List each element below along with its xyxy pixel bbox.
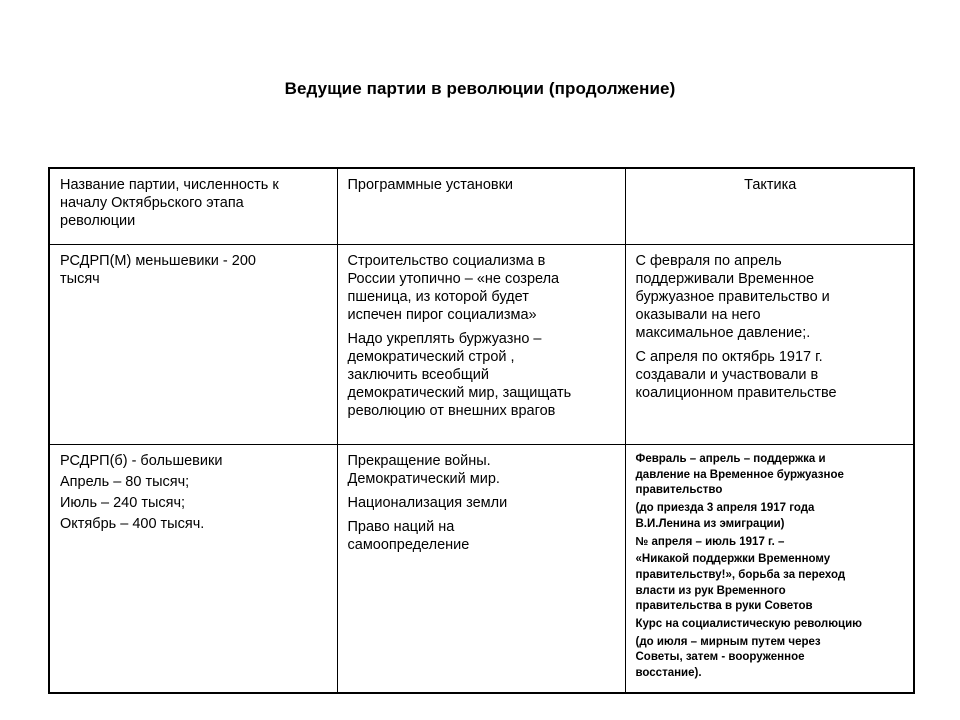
- program-line: Прекращение войны.: [347, 453, 491, 469]
- party-line: Апрель – 80 тысяч;: [60, 474, 190, 490]
- mensheviks-party-cell: [49, 245, 337, 445]
- program-line: заключить всеобщий: [347, 367, 489, 383]
- header-tactics-label: Тактика: [744, 177, 797, 193]
- tactics-line: давление на Временное буржуазное: [635, 468, 844, 481]
- tactics-line: максимальное давление;.: [635, 325, 811, 341]
- table-header-row: [49, 168, 914, 245]
- program-line: демократический строй ,: [347, 349, 515, 365]
- tactics-paragraph: [636, 552, 906, 615]
- program-line: самоопределение: [347, 537, 470, 553]
- bolsheviks-tactics-cell: [625, 445, 914, 694]
- party-line: РСДРП(б) - большевики: [60, 453, 223, 469]
- page-title: Ведущие партии в революции (продолжение): [284, 79, 676, 98]
- program-line: пшеница, из которой будет: [347, 289, 529, 305]
- table-row-mensheviks: [49, 245, 914, 445]
- tactics-line: восстание).: [635, 667, 702, 680]
- table-row-bolsheviks: [49, 445, 914, 694]
- tactics-line: правительства в руки Советов: [635, 600, 813, 613]
- program-line: Демократический мир.: [347, 471, 500, 487]
- tactics-line: власти из рук Временного: [635, 584, 786, 597]
- tactics-line: № апреля – июль 1917 г. –: [635, 535, 785, 548]
- tactics-line: Февраль – апрель – поддержка и: [635, 453, 826, 465]
- party-line: Октябрь – 400 тысяч.: [60, 516, 205, 532]
- program-paragraph: [348, 518, 617, 554]
- party-line: тысяч: [60, 271, 100, 287]
- program-line: Национализация земли: [347, 495, 508, 511]
- tactics-paragraph: [636, 452, 906, 499]
- program-line: Надо укреплять буржуазно –: [347, 331, 542, 347]
- tactics-line: С февраля по апрель: [635, 253, 782, 269]
- program-line: испечен пирог социализма»: [347, 307, 537, 323]
- tactics-line: создавали и участвовали в: [635, 367, 819, 383]
- program-line: Право наций на: [347, 519, 455, 535]
- tactics-line: коалиционном правительстве: [635, 385, 837, 401]
- mensheviks-tactics-cell: [625, 245, 914, 445]
- program-line: Строительство социализма в: [347, 253, 546, 269]
- party-line: РСДРП(М) меньшевики - 200: [60, 253, 256, 269]
- header-program-cell: [337, 168, 625, 245]
- tactics-paragraph: [636, 617, 906, 633]
- tactics-line: правительству!», борьба за переход: [635, 568, 846, 581]
- program-line: демократический мир, защищать: [347, 385, 572, 401]
- bolsheviks-program-cell: [337, 445, 625, 694]
- header-tactics-cell: [625, 168, 914, 245]
- header-program-label: Программные установки: [347, 177, 514, 193]
- tactics-line: Советы, затем - вооруженное: [635, 651, 805, 664]
- header-party-line: началу Октябрьского этапа: [60, 195, 244, 211]
- tactics-paragraph: [636, 252, 906, 342]
- parties-table: [48, 167, 915, 694]
- program-line: революцию от внешних врагов: [347, 403, 556, 419]
- tactics-paragraph: [636, 535, 906, 551]
- header-party-line: Название партии, численность к: [60, 177, 279, 193]
- tactics-line: (до приезда 3 апреля 1917 года: [635, 502, 815, 515]
- header-party-line: революции: [60, 213, 136, 229]
- program-line: России утопично – «не созрела: [347, 271, 560, 287]
- tactics-paragraph: [636, 635, 906, 682]
- program-paragraph: [348, 494, 617, 512]
- tactics-line: оказывали на него: [635, 307, 761, 323]
- tactics-line: буржуазное правительство и: [635, 289, 830, 305]
- mensheviks-program-cell: [337, 245, 625, 445]
- tactics-line: Курс на социалистическую революцию: [635, 618, 862, 631]
- header-party-cell: [49, 168, 337, 245]
- tactics-line: В.И.Ленина из эмиграции): [635, 517, 785, 530]
- program-paragraph: [348, 330, 617, 420]
- party-line: Июль – 240 тысяч;: [60, 495, 186, 511]
- tactics-paragraph: [636, 501, 906, 532]
- tactics-line: С апреля по октябрь 1917 г.: [635, 349, 823, 365]
- tactics-line: поддерживали Временное: [635, 271, 815, 287]
- tactics-line: правительство: [635, 484, 723, 497]
- tactics-line: (до июля – мирным путем через: [635, 635, 821, 648]
- tactics-line: «Никакой поддержки Временному: [635, 553, 831, 566]
- program-paragraph: [348, 452, 617, 488]
- tactics-paragraph: [636, 348, 906, 402]
- program-paragraph: [348, 252, 617, 324]
- bolsheviks-party-cell: [49, 445, 337, 694]
